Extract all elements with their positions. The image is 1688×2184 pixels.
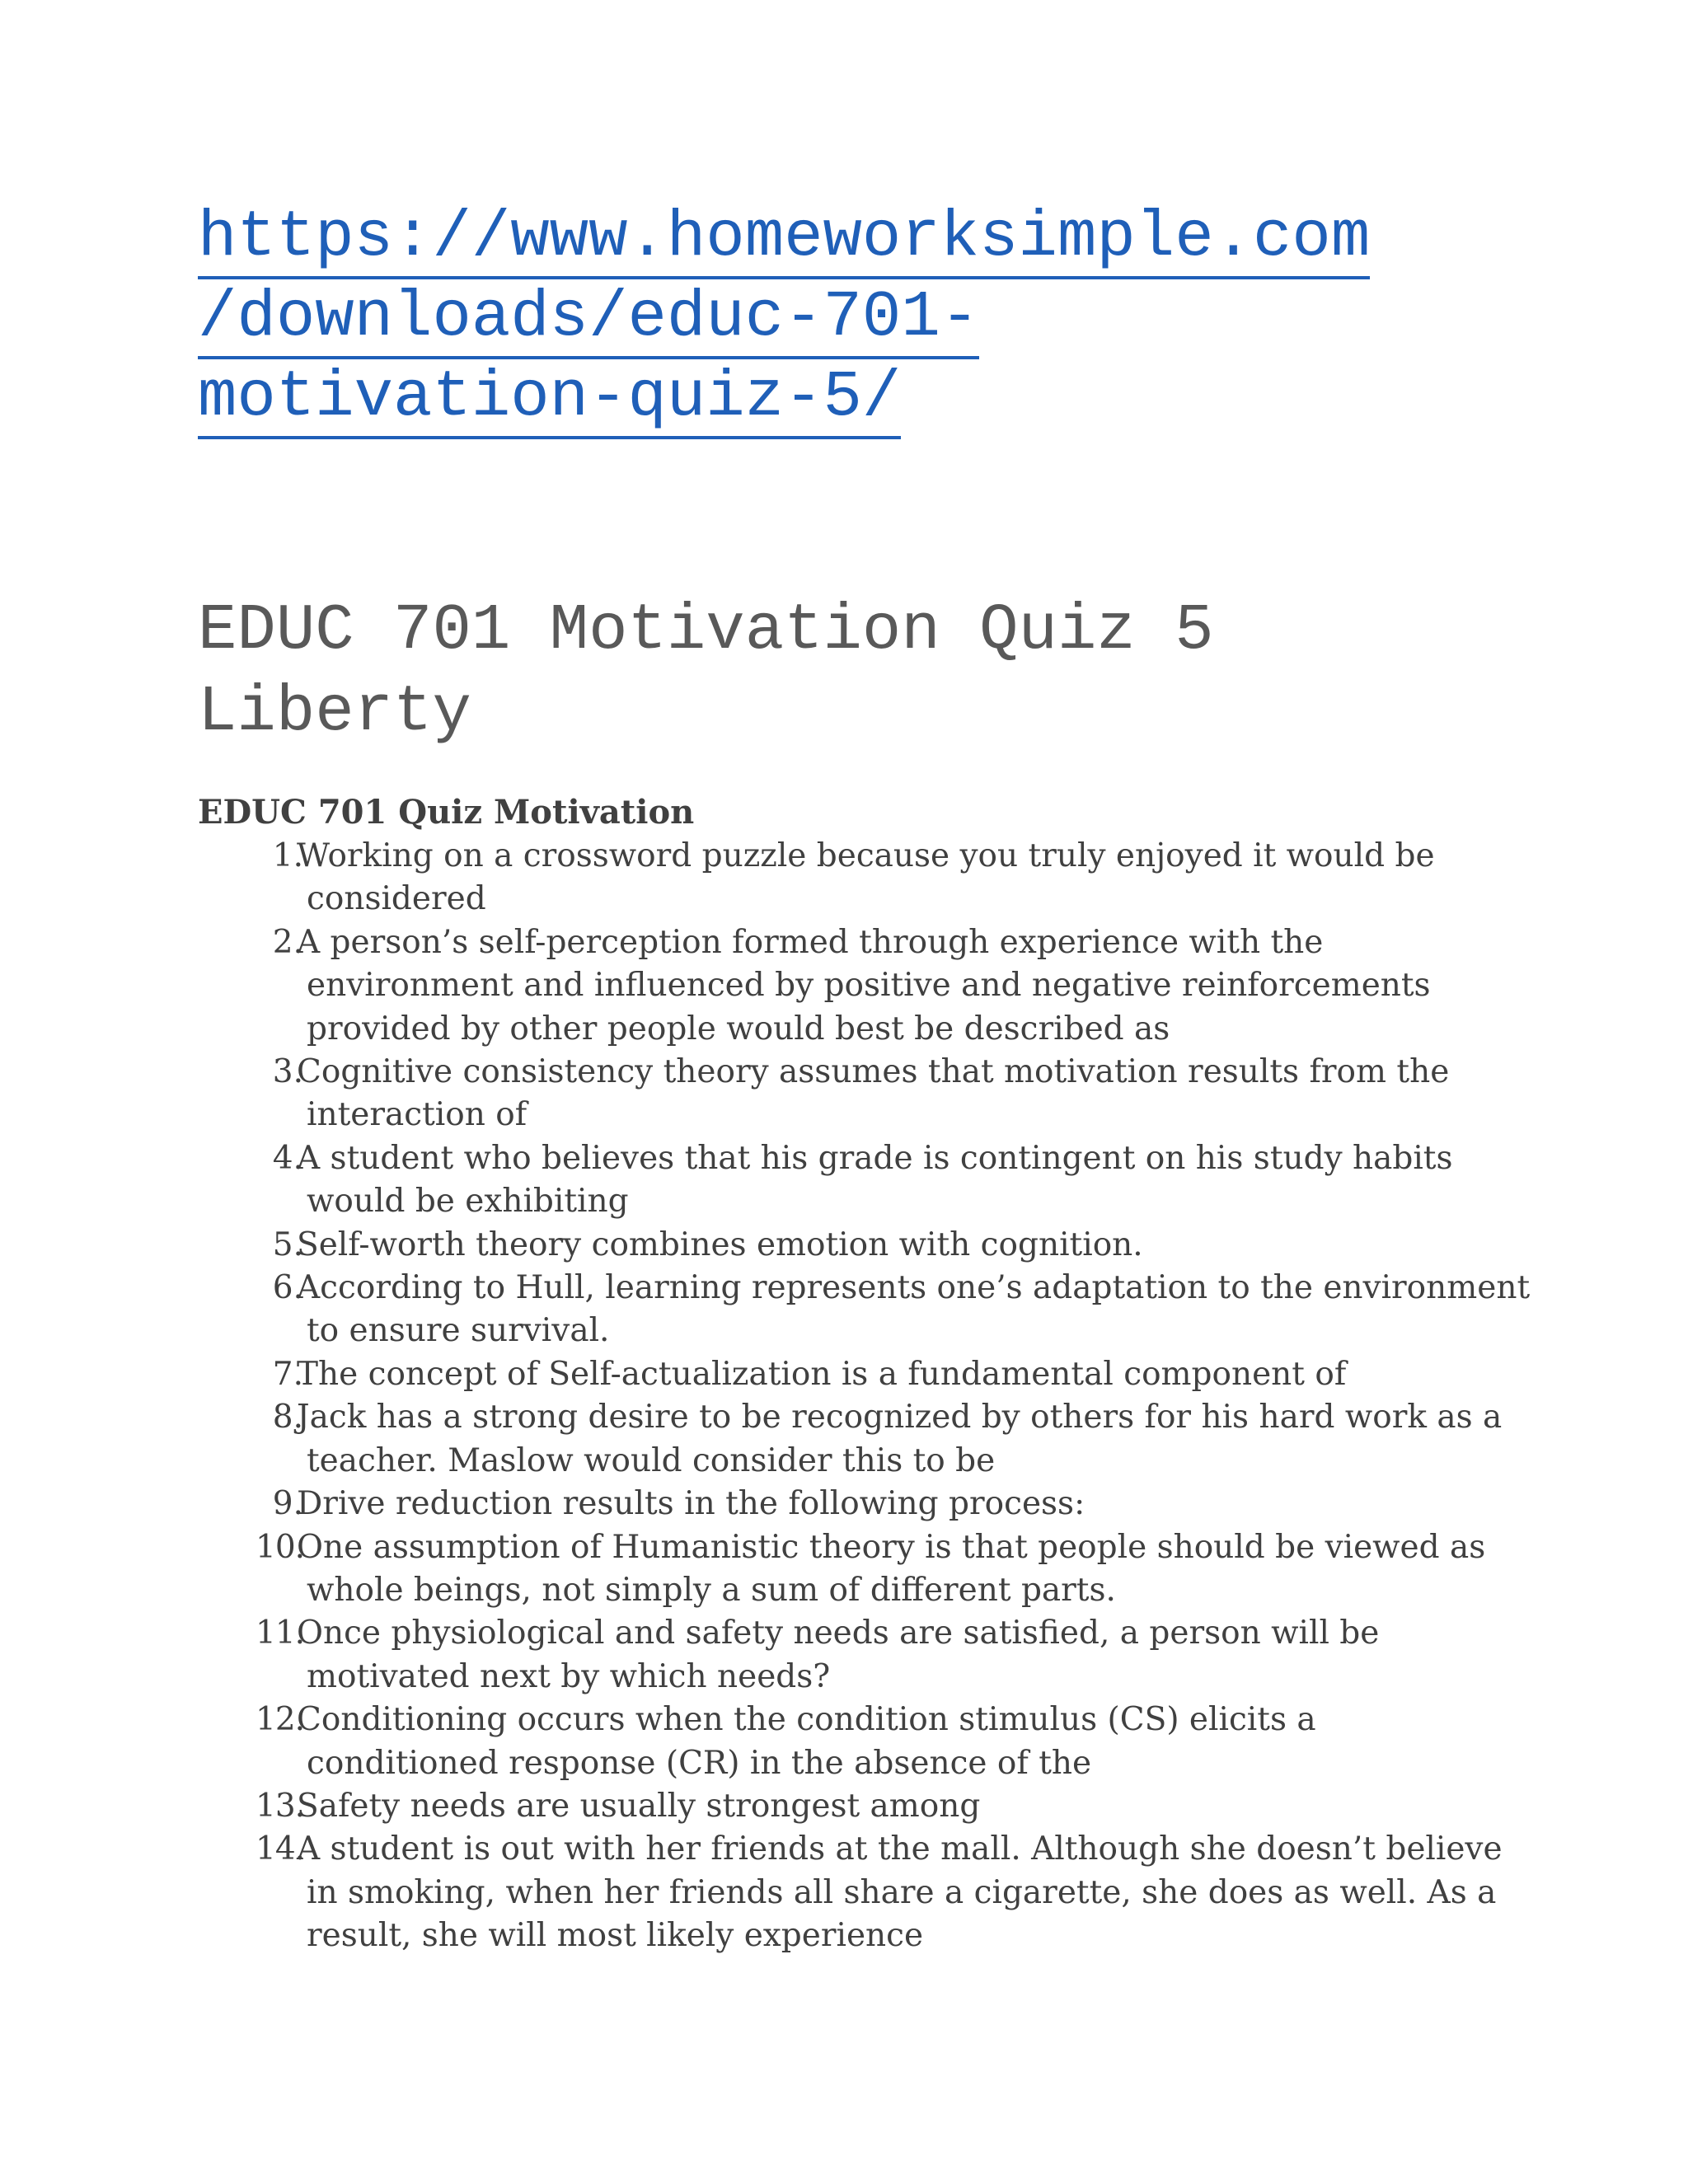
question-number: 4. [272,1139,303,1177]
question-text-line: A person’s self-perception formed through experience with the [297,923,1324,961]
question-text-line: Self-worth theory combines emotion with cognition. [297,1226,1143,1263]
question-text-line: teacher. Maslow would consider this to be [307,1441,996,1479]
question-item [0,1137,1515,1224]
url-line-2: /downloads/educ-701- [198,278,1484,358]
question-number: 10. [256,1528,305,1566]
question-text-line: motivated next by which needs? [307,1657,831,1695]
question-text-line: considered [307,880,486,918]
question-text-line: would be exhibiting [307,1183,629,1221]
question-list [0,835,1688,1958]
question-text-line: in smoking, when her friends all share a cigarette, she does as well. As a [307,1873,1497,1911]
question-text-line: Drive reduction results in the following process: [297,1485,1085,1523]
question-text-line: to ensure survival. [307,1312,610,1350]
question-text-line: Safety needs are usually strongest among [297,1787,981,1825]
question-number: 8. [272,1399,303,1436]
url-line-3: motivation-quiz-5/ [198,358,1484,438]
question-item [0,1699,1515,1785]
question-text-line: Jack has a strong desire to be recognized by others for his hard work as a [297,1399,1503,1436]
question-item [0,1267,1531,1353]
question-text-line: According to Hull, learning represents one’s adaptation to the environment [297,1269,1531,1307]
question-text-line: One assumption of Humanistic theory is that people should be viewed as [297,1528,1486,1566]
question-item [0,1612,1515,1699]
question-text-line: Once physiological and safety needs are satisfied, a person will be [297,1615,1380,1652]
question-text-line: interaction of [307,1096,528,1134]
question-number: 9. [272,1485,303,1523]
question-number: 7. [272,1355,303,1393]
question-item [0,921,1515,1051]
question-text-line: conditioned response (CR) in the absence of the [307,1744,1092,1782]
question-number: 12. [256,1701,305,1739]
question-text-line: provided by other people would best be described as [307,1010,1170,1047]
question-item [0,1828,1515,1957]
question-item [0,1526,1515,1613]
question-number: 6. [272,1269,303,1307]
question-text-line: Cognitive consistency theory assumes that motivation results from the [297,1053,1450,1091]
question-item [0,1396,1515,1483]
section-heading: EDUC 701 Quiz Motivation [198,793,695,832]
question-text-line: result, she will most likely experience [307,1917,924,1955]
question-number: 3. [272,1053,303,1091]
question-number: 13. [256,1787,305,1825]
question-item [0,1483,1515,1526]
question-text-line: A student who believes that his grade is contingent on his study habits [297,1139,1453,1177]
url-line-1: https://www.homeworksimple.com [198,198,1484,278]
question-number: 2. [272,923,303,961]
question-text-line: environment and influenced by positive and negative reinforcements [307,967,1431,1005]
question-text-line: Conditioning occurs when the condition stimulus (CS) elicits a [297,1701,1316,1739]
question-item [0,1785,1515,1828]
question-text-line: Working on a crossword puzzle because you truly enjoyed it would be [297,837,1435,874]
question-number: 14. [256,1830,305,1868]
question-number: 5. [272,1226,303,1263]
title-line-1: EDUC 701 Motivation Quiz 5 [198,593,1214,668]
question-number: 1. [272,837,303,874]
title-line-2: Liberty [198,675,471,749]
question-number: 11. [256,1615,305,1652]
question-item [0,835,1515,921]
question-text-line: The concept of Self-actualization is a fundamental component of [297,1355,1347,1393]
document-title [198,590,1484,753]
question-text-line: A student is out with her friends at the mall. Although she doesn’t believe [297,1830,1503,1868]
question-text-line: whole beings, not simply a sum of different parts. [307,1571,1116,1609]
question-item [0,1051,1515,1137]
question-item [0,1353,1515,1396]
question-item [0,1224,1515,1267]
source-url-link[interactable] [198,198,1484,438]
